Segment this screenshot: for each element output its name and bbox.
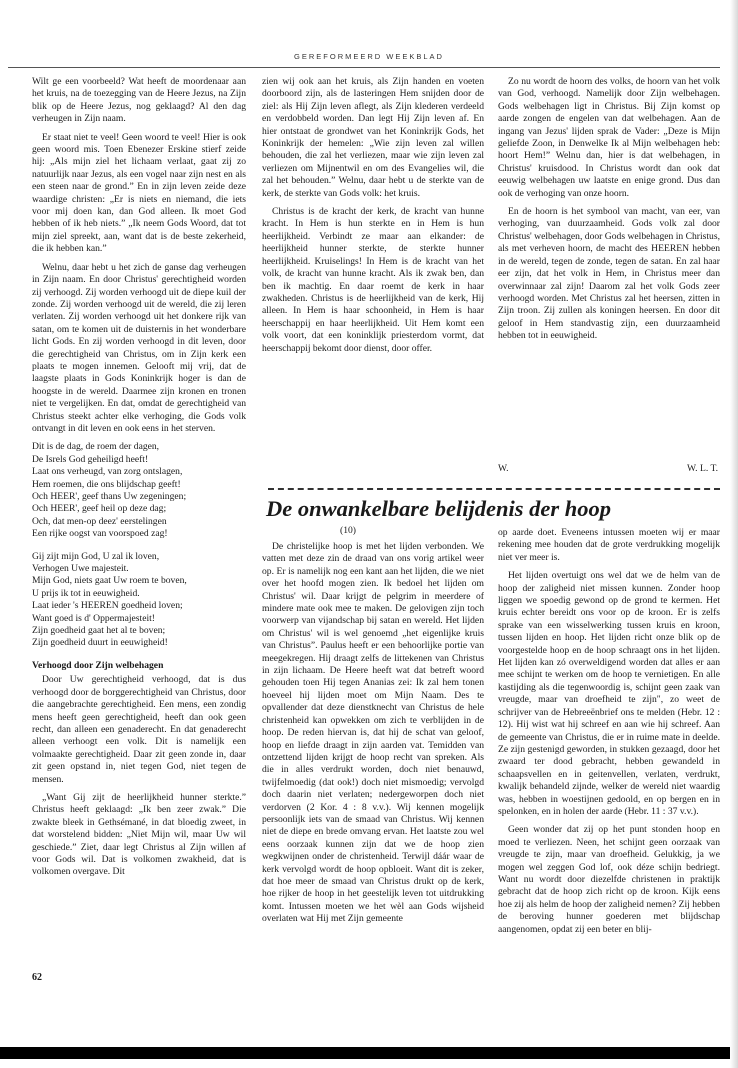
verse-line: Och, dat men-op deez' eerstelingen <box>32 515 167 527</box>
verse-line: Zijn goedheid gaat het al te boven; <box>32 625 166 637</box>
scan-bottom-border <box>0 1047 738 1059</box>
column-1 <box>32 76 246 968</box>
verse-line: Och HEER', geef thans Uw zegeningen; <box>32 491 187 502</box>
section-subheading: Verhoogd door Zijn welbehagen <box>32 659 164 671</box>
paragraph: Zo nu wordt de hoorn des volks, de hoorn van het volk van God, verhoogd. Namelijk door Zijn welbehagen. Gods welbehagen ligt in Christus. Bij Zijn komst op aarde zongen de engelen van dat welbehagen. Aan de ingang van Jezus' lijden sprak de Vader: „Deze is Mijn geliefde Zoon, in Denwelke Ik al Mijn welbehagen heb: hoort Hem!” Welnu dan, hier is dat welbehagen, in Christus' kruisdood. In Christus wordt dan ook dat eeuwig welbehagen uw laatste en enige grond. Dus dan ook de verhoging van onze hoorn. <box>498 76 720 199</box>
verse-line: Laat ieder 's HEEREN goedheid loven; <box>32 600 183 612</box>
paragraph: op aarde doet. Eveneens intussen moeten wij er maar rekening mee houden dat de grote verdrukking mogelijk niet ver meer is. <box>498 527 720 563</box>
header-rule <box>8 67 720 68</box>
verse-line: Mijn God, niets gaat Uw roem te boven, <box>32 575 187 587</box>
psalm-verse-2 <box>32 551 246 650</box>
verse-line: U prijs ik tot in eeuwigheid. <box>32 587 140 599</box>
paragraph: Het lijden overtuigt ons wel dat we de helm van de hoop der zaligheid niet missen kunnen. Zonder hoop liggen we spoedig gewond op de grond te kermen. Het kruis echter bereidt ons voor op de kroon. Er is zelfs sprake van een wisselwerking tussen kruis en kroon, tussen lijden en hoop. Het lijden richt onze blik op de voorgestelde hoop en de hoop schraagt ons in het lijden. Het lijden kan zó overweldigend worden dat alles er aan mee schijnt te werken om de hoop te vernietigen. En alle kastijding als die tegenwoordig is, schijnt geen zaak van vreugde, maar van droefheid te zijn", zo weet de schrijver van de Hebreeënbrief ons te melden (Hebr. 12 : 12). Hij wist wat hij schreef en aan wie hij schreef. Aan de gemeente van Christus, die er in ruime mate in deelde. Ze zijn gestenigd geworden, in stukken gezaagd, door het zwaard ter dood gebracht, hebben gewandeld in schaapsvellen en in geitenvellen, verlaten, verdrukt, kwalijk behandeld zijnde, welker de wereld niet waardig was, hebben in woestijnen gedoold, en op bergen en in spelonken, en in holen der aarde (Hebr. 11 : 37 v.v.). <box>498 570 720 817</box>
column-2-top <box>262 76 484 476</box>
verse-line: Gij zijt mijn God, U zal ik loven, <box>32 550 160 562</box>
paragraph: Welnu, daar hebt u het zich de ganse dag verheugen in Zijn naam. En door Christus' gerechtigheid worden zij verhoogd. Zij worden verhoogd uit de diepe kuil der zonde. Zij worden verhoogd uit de wereld, die zij leren verlaten. Zij worden verhoogd uit het donkere rijk van satan, om te komen uit de duisternis in het wonderbare licht Gods. En zij worden verhoogd in dit leven, door die gerechtigheid van Christus, om in Zijn kerk een plaats te mogen innemen. Gelooft mij vrij, dat de laagste plaats in Gods Koninkrijk hoger is dan de hoogste in de wereld. Daarmee zijn kronen en tronen niet te vergelijken. En dat, omdat de gerechtigheid van Christus steekt achter elke verhoging, die Gods volk ontvangt in dit leven en ook eens in het sterven. <box>32 261 246 434</box>
psalm-verse-1 <box>32 441 246 540</box>
signature-right: W. L. T. <box>686 463 718 474</box>
verse-line: Och HEER', geef heil op deze dag; <box>32 503 167 515</box>
verse-line: Laat ons verheugd, van zorg ontslagen, <box>32 466 183 478</box>
signature-left: W. <box>498 463 509 474</box>
paragraph: Er staat niet te veel! Geen woord te veel! Hier is ook geen woord mis. Toen Ebenezer Erskine stierf zeide hij: „Als mijn ziel het lichaam verlaat, gaat zij zo natuurlijk naar Jezus, als een vogel naar zijn nest en als een steen naar de grond.” En in zijn leven zeide deze waardige christen: „Er is niets en niemand, die iets voor mij doen kan, dan God alleen. Ik moet God hebben of ik heb niets.” „Ik neem Gods Woord, dat tot mijn ziel spreekt, aan, want dat is de beste zekerheid, die ik hebben kan.” <box>32 131 246 255</box>
verse-line: Dit is de dag, de roem der dagen, <box>32 441 160 453</box>
article-title: De onwankelbare belijdenis der hoop <box>266 496 612 521</box>
paragraph: Wilt ge een voorbeeld? Wat heeft de moordenaar aan het kruis, na de toezegging van de Heere Jezus, na Zijn blik op de Heere Jezus, nog geklaagd? Al den dag verheugen in Zijn naam. <box>32 76 246 125</box>
article-number: (10) <box>340 525 356 536</box>
page-number: 62 <box>32 972 42 983</box>
verse-line: Want goed is d' Oppermajesteit! <box>32 612 155 624</box>
paragraph: „Want Gij zijt de heerlijkheid hunner sterkte.” Christus heeft geklaagd: „Ik ben zeer zwak.” Die zwakte bleek in Gethsémané, in dat bloedig zweet, in dat worstelend bidden: „Niet Mijn wil, maar Uw wil geschiede.” Ziet, daar legt Christus al Zijn willen af voor Gods wil. Dat is volkomen zwakheid, dat is volkomen overgave. Dit <box>32 791 246 878</box>
paragraph: De christelijke hoop is met het lijden verbonden. We vatten met deze zin de draad van ons vorig artikel weer op. Er is namelijk nog een kant aan het lijden, die we niet over het hoofd mogen zien. Ik bedoel het lijden om Christus' wil. Daar krijgt de pelgrim in meerdere of mindere mate ook mee te maken. De gelovigen zijn toch voorwerp van vijandschap bij satan en wereld. Het lijden om Christus' wil is wel genoemd „het eigenlijke kruis van Christus”. Paulus heeft er een behoorlijke portie van meegekregen. Hij draagt zelfs de littekenen van Christus in zijn lichaam. De Heere heeft wat dat betreft woord gehouden toen Hij tegen Ananias zei: Ik zal hem tonen hoeveel hij lijden moet om Mijn Naam. Des te opvallender dat deze dienstknecht van Christus de hele christenheid kan opwekken om zich te verblijden in de hoop. De reden hiervan is, dat hij de schat van geloof, hoop en liefde draagt in zijn aarden vat. Temidden van ontzettend lijden krijgt de hoop recht van spreken. Als die in alles verdrukt worden, doch niet benauwd, twijfelmoedig (dat ook!) doch niet mismoedig; vervolgd doch daarin niet verlaten; nedergeworpen doch niet verdorven (2 Kor. 4 : 8 v.v.). Wij kennen mogelijk persoonlijk iets van de smaad van Christus. Wij kennen niet de diepe en brede omvang ervan. Het laatste zou wel eens oorzaak kunnen zijn dat we de hoop zien wegkwijnen onder de christenheid. Terwijl dáár waar de kerk vervolgd wordt de hoop opbloeit. Want dit is zeker, dat hoe meer de smaad van Christus drukt op de kerk, hoe rijker de hoop in het geestelijk leven tot uitdrukking komt. Intussen moeten we het wèl aan Gods wijsheid overlaten wat Hij met Zijn gemeente <box>262 541 484 925</box>
running-header: GEREFORMEERD WEEKBLAD <box>294 52 444 61</box>
section-divider <box>268 488 720 490</box>
article-column-2 <box>262 541 484 969</box>
verse-line: De Isrels God geheiligd heeft! <box>32 453 149 465</box>
verse-line: Zijn goedheid duurt in eeuwigheid! <box>32 637 168 649</box>
paragraph: Geen wonder dat zij op het punt stonden hoop en moed te verliezen. Neen, het schijnt geen oorzaak van vreugde te zijn, maar van droefheid. Gelukkig, ja we mogen wel zeggen God lof, ook déze schijn bedriegt. Want nu wordt door diezelfde christenen in praktijk gebracht dat de hoop zich richt op de kroon. Kijk eens hoe zij als helm de hoop der zaligheid nemen? Zij hebben de beroving hunner goederen met blijdschap aangenomen, opdat zij een beter en blij- <box>498 824 720 935</box>
paragraph: Door Uw gerechtigheid verhoogd, dat is dus verhoogd door de borggerechtigheid van Christus, door die aangebrachte gerechtigheid. Een mens, een zondig mens heeft geen gerechtigheid, heeft dan ook geen recht, dan alleen een genaderecht. En dat genaderecht alleen verhoogt een volk. Dit is namelijk een volmaakte gerechtigheid. Daar zit geen zonde in, daar zit geen opstand in, niet tegen God, niet tegen de mensen. <box>32 674 246 785</box>
column-3-top <box>498 76 720 460</box>
verse-line: Verhogen Uwe majesteit. <box>32 563 129 575</box>
verse-line: Hem roemen, die ons blijdschap geeft! <box>32 478 181 490</box>
article-column-3 <box>498 527 720 969</box>
paragraph: Christus is de kracht der kerk, de kracht van hunne kracht. In Hem is hun sterkte en in Hem is hun heerlijkheid. Verbindt ze maar aan elkander: de heerlijkheid hunner sterkte, de sterkte hunner heerlijkheid. Kruiselings! In Hem is de kracht van het volk, de kracht van hunne kracht. Als ik zwak ben, dan ben ik machtig. En daar roemt de kerk in haar zwakheden. Christus is de heerlijkheid van de kerk, Hij alleen. In Hem is haar schoonheid, in Hem is haar heerschappij en haar heerlijkheid. Uit Hem komt een volk voort, dat een koninklijk priesterdom vormt, dat heerschappij bekomt door dienst, door offer. <box>262 206 484 354</box>
signature-line <box>498 463 718 474</box>
scan-right-edge <box>730 0 738 1068</box>
verse-line: Een rijke oogst van voorspoed zag! <box>32 528 168 540</box>
paragraph: zien wij ook aan het kruis, als Zijn handen en voeten doorboord zijn, als de lasteringen Hem snijden door de ziel: als Hij Zijn leven aflegt, als Zijn klederen verdeeld en verdobbeld worden. Dan legt Hij Zijn leven af. En hier ontstaat de grondwet van het Koninkrijk Gods, het Koninkrijk der hemelen: „Wie zijn leven zal willen behouden, die zal het verliezen, maar wie zijn leven zal verliezen om Mijnentwil en om des Evangelies wil, die zal het behouden.” Welnu, daar hebt u de sterkte van de kerk, de sterkte van Gods volk: het kruis. <box>262 76 484 199</box>
paragraph: En de hoorn is het symbool van macht, van eer, van verhoging, van duurzaamheid. Gods volk zal door Christus' welbehagen, door Gods welbehagen in Christus, als met verheven hoorn, de macht des HEEREN hebben in de wereld, tegen de zonde, tegen de satan. En zal haar eer zijn, dat het volk in Hem, in Christus meer dan overwinnaar zal zijn! Daarom zal het volk Gods zeer verhoogd worden. Met Christus zal het heersen, zitten in Zijn troon. Zij zullen als koningen heersen. En door dit geloof in Hem standvastig zijn, een duurzaamheid hebben tot in eeuwigheid. <box>498 206 720 342</box>
